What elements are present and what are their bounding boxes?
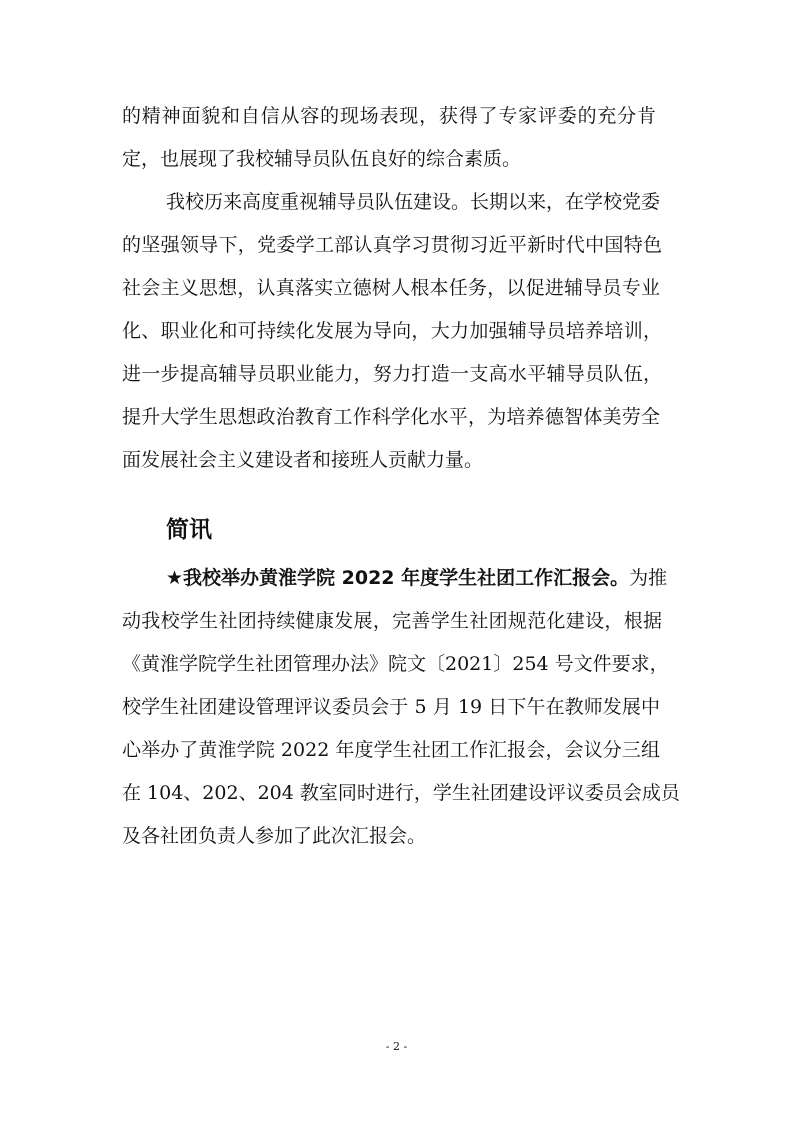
paragraph-2-line-6: 提升大学生思想政治教育工作科学化水平，为培养德智体美劳全 [122,406,660,428]
news-brief-line-6: 在 104、202、204 教室同时进行，学生社团建设评议委员会成员 [122,782,680,804]
news-brief-line-2: 动我校学生社团持续健康发展，完善学生社团规范化建设，根据 [122,610,662,632]
paragraph-2-line-2: 的坚强领导下，党委学工部认真学习贯彻习近平新时代中国特色 [122,234,662,256]
news-brief-line-7: 及各社团负责人参加了此次汇报会。 [122,825,427,847]
paragraph-2-line-1: 我校历来高度重视辅导员队伍建设。长期以来，在学校党委 [166,191,661,213]
section-heading: 简讯 [166,517,212,543]
paragraph-2-line-4: 化、职业化和可持续化发展为导向，大力加强辅导员培养培训， [122,320,662,342]
paragraph-2-line-5: 进一步提高辅导员职业能力，努力打造一支高水平辅导员队伍， [122,363,662,385]
news-brief-line-5: 心举办了黄淮学院 2022 年度学生社团工作汇报会，会议分三组 [122,739,660,761]
paragraph-2-line-3: 社会主义思想，认真落实立德树人根本任务，以促进辅导员专业 [122,277,660,299]
paragraph-1-line-1: 的精神面貌和自信从容的现场表现，获得了专家评委的充分肯 [122,105,656,127]
paragraph-1-line-2: 定，也展现了我校辅导员队伍良好的综合素质。 [122,148,522,170]
news-brief-line-4: 校学生社团建设管理评议委员会于 5 月 19 日下午在教师发展中 [122,696,660,718]
page-number: - 2 - [385,1040,408,1053]
news-brief-line-3: 《黄淮学院学生社团管理办法》院文〔2021〕254 号文件要求， [122,653,669,675]
news-brief-line-1 [0,562,793,594]
news-brief-lead-rest: 为推 [629,567,668,589]
news-brief-lead-title: ★我校举办黄淮学院 2022 年度学生社团工作汇报会。 [166,567,630,589]
paragraph-2-line-7: 面发展社会主义建设者和接班人贡献力量。 [122,449,484,471]
